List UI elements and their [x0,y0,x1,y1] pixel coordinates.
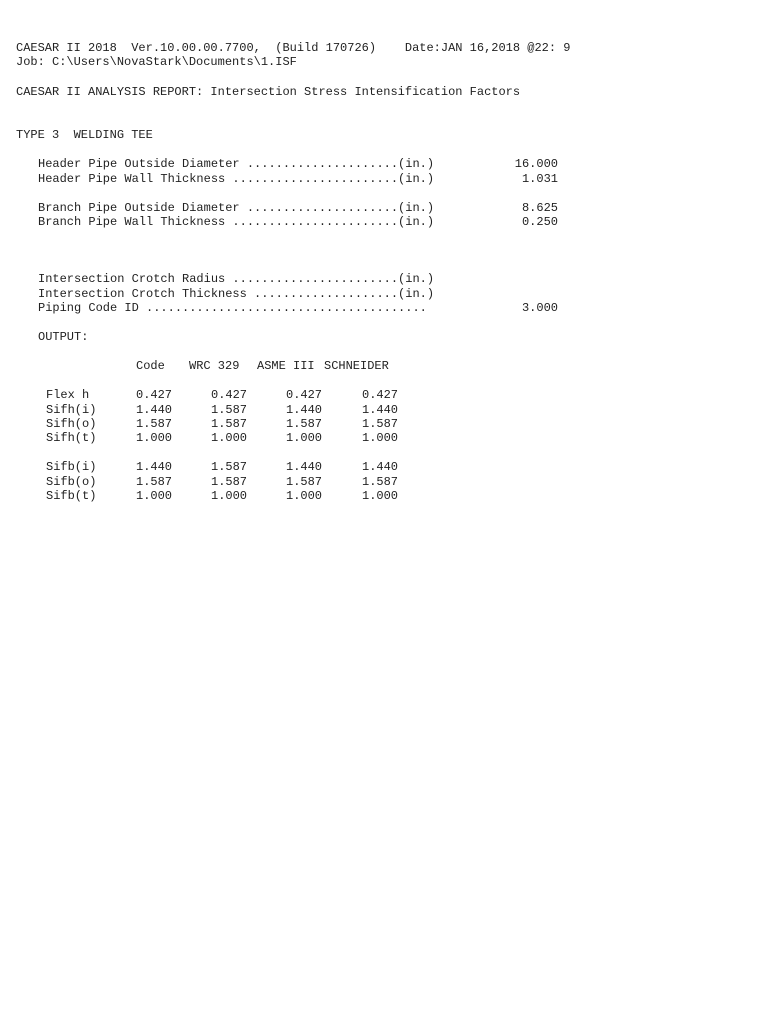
table-cell: 1.587 [211,417,248,431]
row-label: Sifh(t) [46,431,97,445]
table-cell: 1.587 [362,475,399,489]
table-cell: 1.587 [362,417,399,431]
row-label: Sifh(o) [46,417,97,431]
branch-od-value: 8.625 [521,201,558,215]
table-cell: 1.000 [211,489,248,503]
header-wall-value: 1.031 [521,172,558,186]
table-cell: 1.000 [362,489,399,503]
job-path-line: Job: C:\Users\NovaStark\Documents\1.ISF [16,55,297,69]
table-cell: 1.587 [286,417,323,431]
table-cell: 1.000 [286,431,323,445]
header-od-label: Header Pipe Outside Diameter .....................(in.) [38,157,435,171]
row-label: Sifb(t) [46,489,97,503]
table-cell: 1.587 [136,417,173,431]
piping-code-value: 3.000 [521,301,558,315]
row-label: Sifb(o) [46,475,97,489]
table-cell: 1.000 [136,489,173,503]
table-cell: 1.587 [211,403,248,417]
col-header-wrc329: WRC 329 [189,359,240,373]
component-type: TYPE 3 WELDING TEE [16,128,153,142]
row-label: Flex h [46,388,90,402]
table-cell: 1.000 [286,489,323,503]
branch-wall-value: 0.250 [521,215,558,229]
table-cell: 1.440 [286,403,323,417]
table-cell: 0.427 [211,388,248,402]
output-label: OUTPUT: [38,330,89,344]
table-cell: 1.000 [362,431,399,445]
branch-wall-label: Branch Pipe Wall Thickness .......................(in.) [38,215,435,229]
header-wall-label: Header Pipe Wall Thickness .......................(in.) [38,172,435,186]
piping-code-label: Piping Code ID ....................................... [38,301,427,315]
col-header-code: Code [136,359,165,373]
crotch-radius-label: Intersection Crotch Radius .......................(in.) [38,272,435,286]
table-cell: 0.427 [286,388,323,402]
table-cell: 0.427 [136,388,173,402]
table-cell: 1.587 [211,460,248,474]
table-cell: 1.440 [136,403,173,417]
table-cell: 1.440 [286,460,323,474]
row-label: Sifh(i) [46,403,97,417]
header-od-value: 16.000 [514,157,558,171]
table-cell: 0.427 [362,388,399,402]
col-header-schneider: SCHNEIDER [324,359,389,373]
table-cell: 1.587 [286,475,323,489]
table-cell: 1.000 [211,431,248,445]
table-cell: 1.440 [362,403,399,417]
table-cell: 1.440 [362,460,399,474]
row-label: Sifb(i) [46,460,97,474]
table-cell: 1.587 [136,475,173,489]
table-cell: 1.000 [136,431,173,445]
crotch-thickness-label: Intersection Crotch Thickness ....................(in.) [38,287,435,301]
report-title: CAESAR II ANALYSIS REPORT: Intersection Stress Intensification Factors [16,85,521,99]
table-cell: 1.587 [211,475,248,489]
branch-od-label: Branch Pipe Outside Diameter .....................(in.) [38,201,435,215]
software-version-line: CAESAR II 2018 Ver.10.00.00.7700, (Build 170726) Date:JAN 16,2018 @22: 9 [16,41,571,55]
table-cell: 1.440 [136,460,173,474]
col-header-asme3: ASME III [257,359,315,373]
